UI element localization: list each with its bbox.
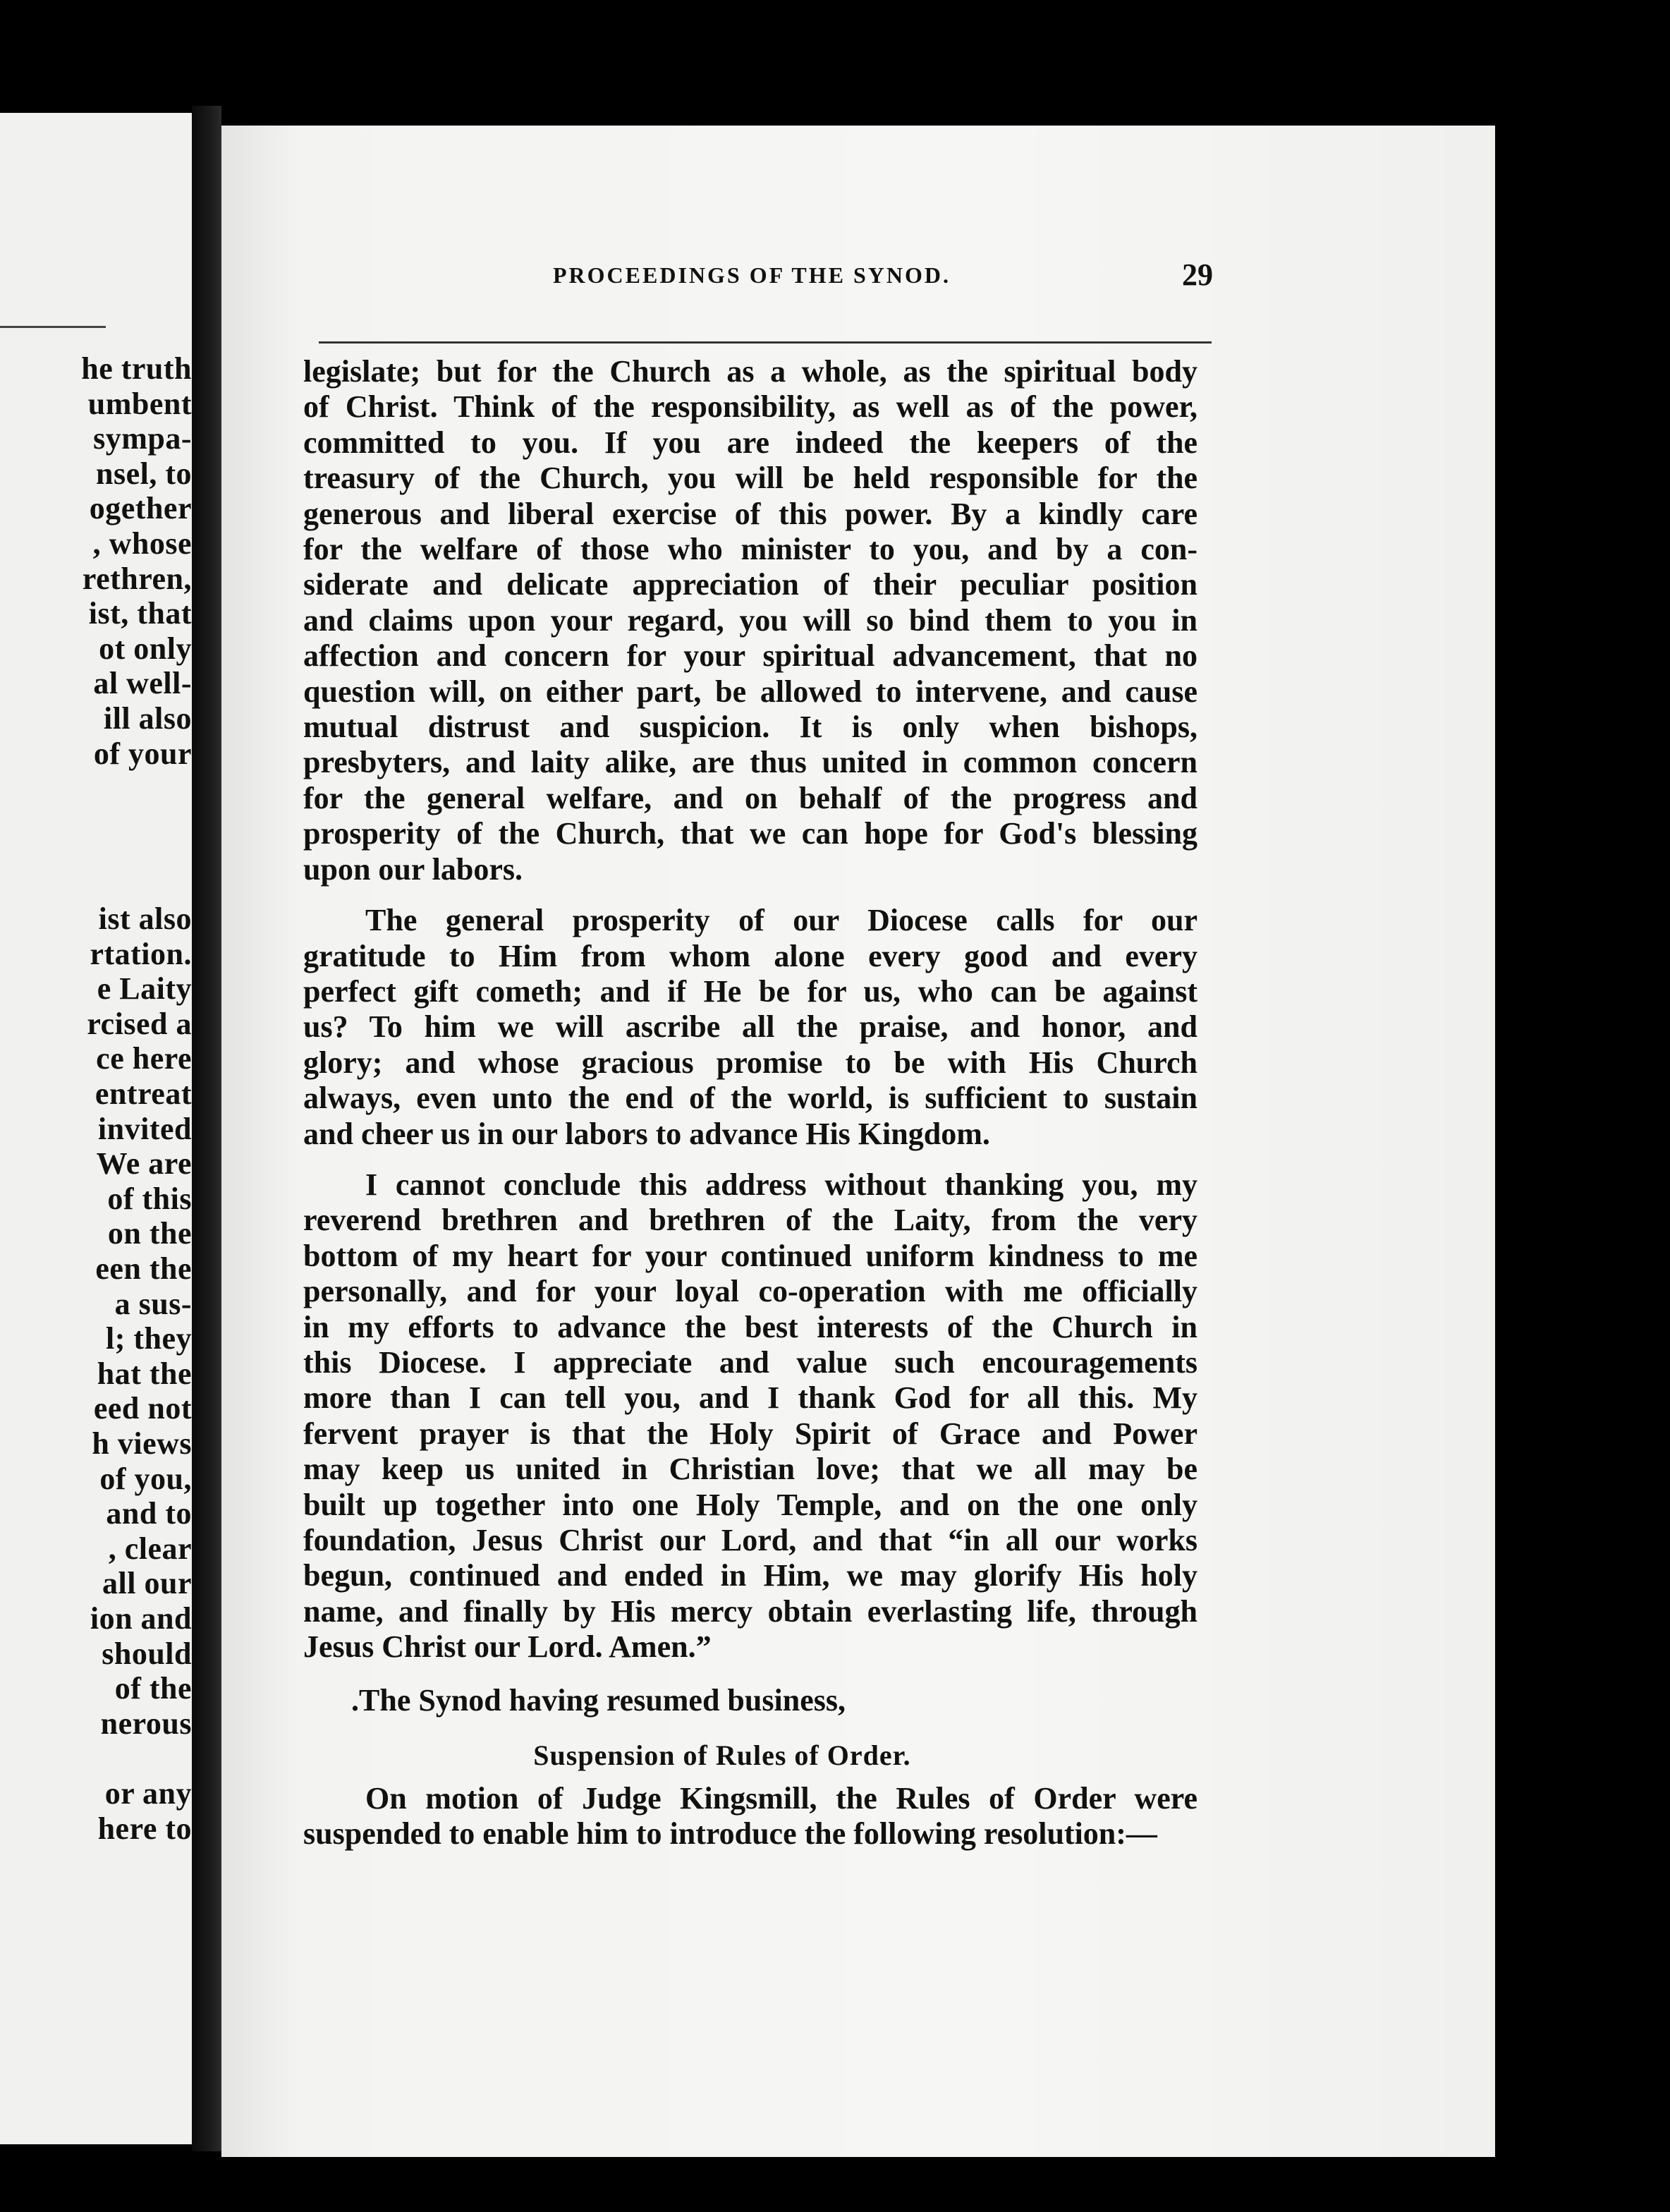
previous-page-line: on the bbox=[107, 1216, 192, 1251]
text-line: and cheer us in our labors to advance His Kingdom. bbox=[303, 1116, 990, 1151]
paragraph-3 bbox=[303, 1167, 1197, 1665]
text-line: I cannot conclude this address without thanking you, my bbox=[365, 1167, 1197, 1202]
text-line: mutual distrust and suspicion. It is only when bishops, bbox=[303, 710, 1197, 745]
text-line: siderate and delicate appreciation of their peculiar position bbox=[303, 567, 1197, 602]
text-line: committed to you. If you are indeed the keepers of the bbox=[303, 425, 1197, 460]
previous-page-line: of your bbox=[93, 736, 192, 771]
text-line: more than I can tell you, and I thank God for all this. My bbox=[303, 1380, 1197, 1416]
previous-page-line: here to bbox=[97, 1811, 192, 1846]
previous-page-line: eed not bbox=[93, 1391, 192, 1426]
text-line: of Christ. Think of the responsibility, as well as of the power, bbox=[303, 389, 1197, 425]
text-line: prosperity of the Church, that we can hope for God's blessing bbox=[303, 816, 1197, 851]
text-line: suspended to enable him to introduce the following resolution:— bbox=[303, 1816, 1157, 1852]
text-line: affection and concern for your spiritual advancement, that no bbox=[303, 638, 1197, 674]
previous-page-line: all our bbox=[102, 1566, 192, 1601]
previous-page-line: e Laity bbox=[97, 971, 192, 1007]
text-line: Jesus Christ our Lord. Amen.” bbox=[303, 1629, 712, 1665]
text-line: upon our labors. bbox=[303, 851, 523, 887]
previous-page-line: ogether bbox=[89, 491, 192, 526]
previous-page-line: should bbox=[102, 1636, 192, 1671]
text-line: question will, on either part, be allowed to intervene, and cause bbox=[303, 674, 1197, 709]
text-line: may keep us united in Christian love; that we all may be bbox=[303, 1452, 1197, 1487]
text-line: treasury of the Church, you will be held responsible for the bbox=[303, 461, 1197, 496]
text-line: us? To him we will ascribe all the praise, and honor, and bbox=[303, 1009, 1197, 1045]
previous-page-line: een the bbox=[95, 1251, 192, 1286]
header-rule bbox=[319, 341, 1212, 344]
text-line: On motion of Judge Kingsmill, the Rules of Order were bbox=[365, 1780, 1197, 1816]
text-line: begun, continued and ended in Him, we may glorify His holy bbox=[303, 1558, 1197, 1593]
previous-page-line: invited bbox=[97, 1111, 192, 1146]
text-line: this Diocese. I appreciate and value such encouragements bbox=[303, 1344, 1197, 1380]
page-number: 29 bbox=[1182, 257, 1213, 292]
previous-page-line: nsel, to bbox=[96, 456, 192, 491]
text-line: fervent prayer is that the Holy Spirit of Grace and Power bbox=[303, 1416, 1197, 1451]
previous-page-line: , clear bbox=[108, 1531, 192, 1566]
text-line: personally, and for your loyal co-operation with me officially bbox=[303, 1274, 1197, 1309]
previous-page-line: sympa- bbox=[93, 421, 192, 456]
previous-page-line: and to bbox=[106, 1496, 192, 1531]
previous-page-line: of the bbox=[114, 1671, 192, 1706]
book-gutter bbox=[192, 106, 221, 2151]
previous-page-line: rethren, bbox=[82, 561, 192, 596]
running-head-title: PROCEEDINGS OF THE SYNOD. bbox=[553, 262, 951, 288]
text-line: for the general welfare, and on behalf of the progress and bbox=[303, 780, 1197, 815]
text-line: perfect gift cometh; and if He be for us, who can be against bbox=[303, 973, 1197, 1009]
text-line: The general prosperity of our Diocese calls for our bbox=[365, 903, 1197, 938]
text-line: reverend brethren and brethren of the Laity, from the very bbox=[303, 1203, 1197, 1238]
previous-page-line: of you, bbox=[99, 1461, 192, 1496]
text-line: presbyters, and laity alike, are thus united in common concern bbox=[303, 745, 1197, 780]
text-line: and claims upon your regard, you will so bind them to you in bbox=[303, 602, 1197, 638]
text-line: in my efforts to advance the best interests of the Church in bbox=[303, 1309, 1197, 1344]
paragraph-4 bbox=[303, 1781, 1197, 1852]
previous-page-line: nerous bbox=[100, 1706, 192, 1741]
previous-page-line: We are bbox=[96, 1146, 192, 1181]
previous-page-line: or any bbox=[104, 1776, 192, 1811]
previous-page-line: hat the bbox=[97, 1356, 192, 1391]
previous-page-line: ist also bbox=[98, 901, 192, 936]
text-line: glory; and whose gracious promise to be with His Church bbox=[303, 1045, 1197, 1080]
text-line: always, even unto the end of the world, is sufficient to sustain bbox=[303, 1081, 1197, 1116]
text-line: legislate; but for the Church as a whole, as the spiritual body bbox=[303, 354, 1197, 389]
previous-page-line: rtation. bbox=[90, 936, 192, 971]
text-line: generous and liberal exercise of this power. By a kindly care bbox=[303, 496, 1197, 531]
paragraph-2 bbox=[303, 903, 1197, 1152]
previous-page-line: ce here bbox=[96, 1041, 192, 1076]
previous-page-header-rule bbox=[0, 326, 106, 328]
previous-page-line: a sus- bbox=[114, 1286, 192, 1321]
resumed-business-line: .The Synod having resumed business, bbox=[351, 1682, 846, 1718]
previous-page-line: h views bbox=[92, 1426, 192, 1461]
previous-page-fragment bbox=[0, 113, 192, 2144]
previous-page-line: of this bbox=[107, 1181, 192, 1216]
running-head bbox=[0, 257, 1670, 305]
text-line: bottom of my heart for your continued uniform kindness to me bbox=[303, 1238, 1197, 1273]
previous-page-line: ion and bbox=[90, 1601, 192, 1636]
section-heading: Suspension of Rules of Order. bbox=[533, 1739, 911, 1771]
previous-page-line: ist, that bbox=[88, 596, 192, 631]
previous-page-line: ill also bbox=[103, 701, 192, 736]
text-line: gratitude to Him from whom alone every good and every bbox=[303, 938, 1197, 973]
previous-page-line: entreat bbox=[95, 1076, 192, 1111]
text-line: for the welfare of those who minister to you, and by a con- bbox=[303, 532, 1197, 567]
previous-page-line: , whose bbox=[92, 526, 192, 561]
previous-page-line: he truth bbox=[81, 351, 192, 386]
text-line: name, and finally by His mercy obtain everlasting life, through bbox=[303, 1593, 1197, 1629]
previous-page-line: al well- bbox=[93, 666, 192, 701]
body-text bbox=[303, 354, 1197, 1852]
text-line: built up together into one Holy Temple, and on the one only bbox=[303, 1487, 1197, 1522]
previous-page-line: l; they bbox=[105, 1321, 192, 1356]
paragraph-1 bbox=[303, 354, 1197, 887]
previous-page-line: rcised a bbox=[87, 1006, 192, 1041]
previous-page-line: ot only bbox=[99, 631, 192, 666]
text-line: foundation, Jesus Christ our Lord, and that “in all our works bbox=[303, 1523, 1197, 1557]
previous-page-line: umbent bbox=[87, 386, 192, 421]
